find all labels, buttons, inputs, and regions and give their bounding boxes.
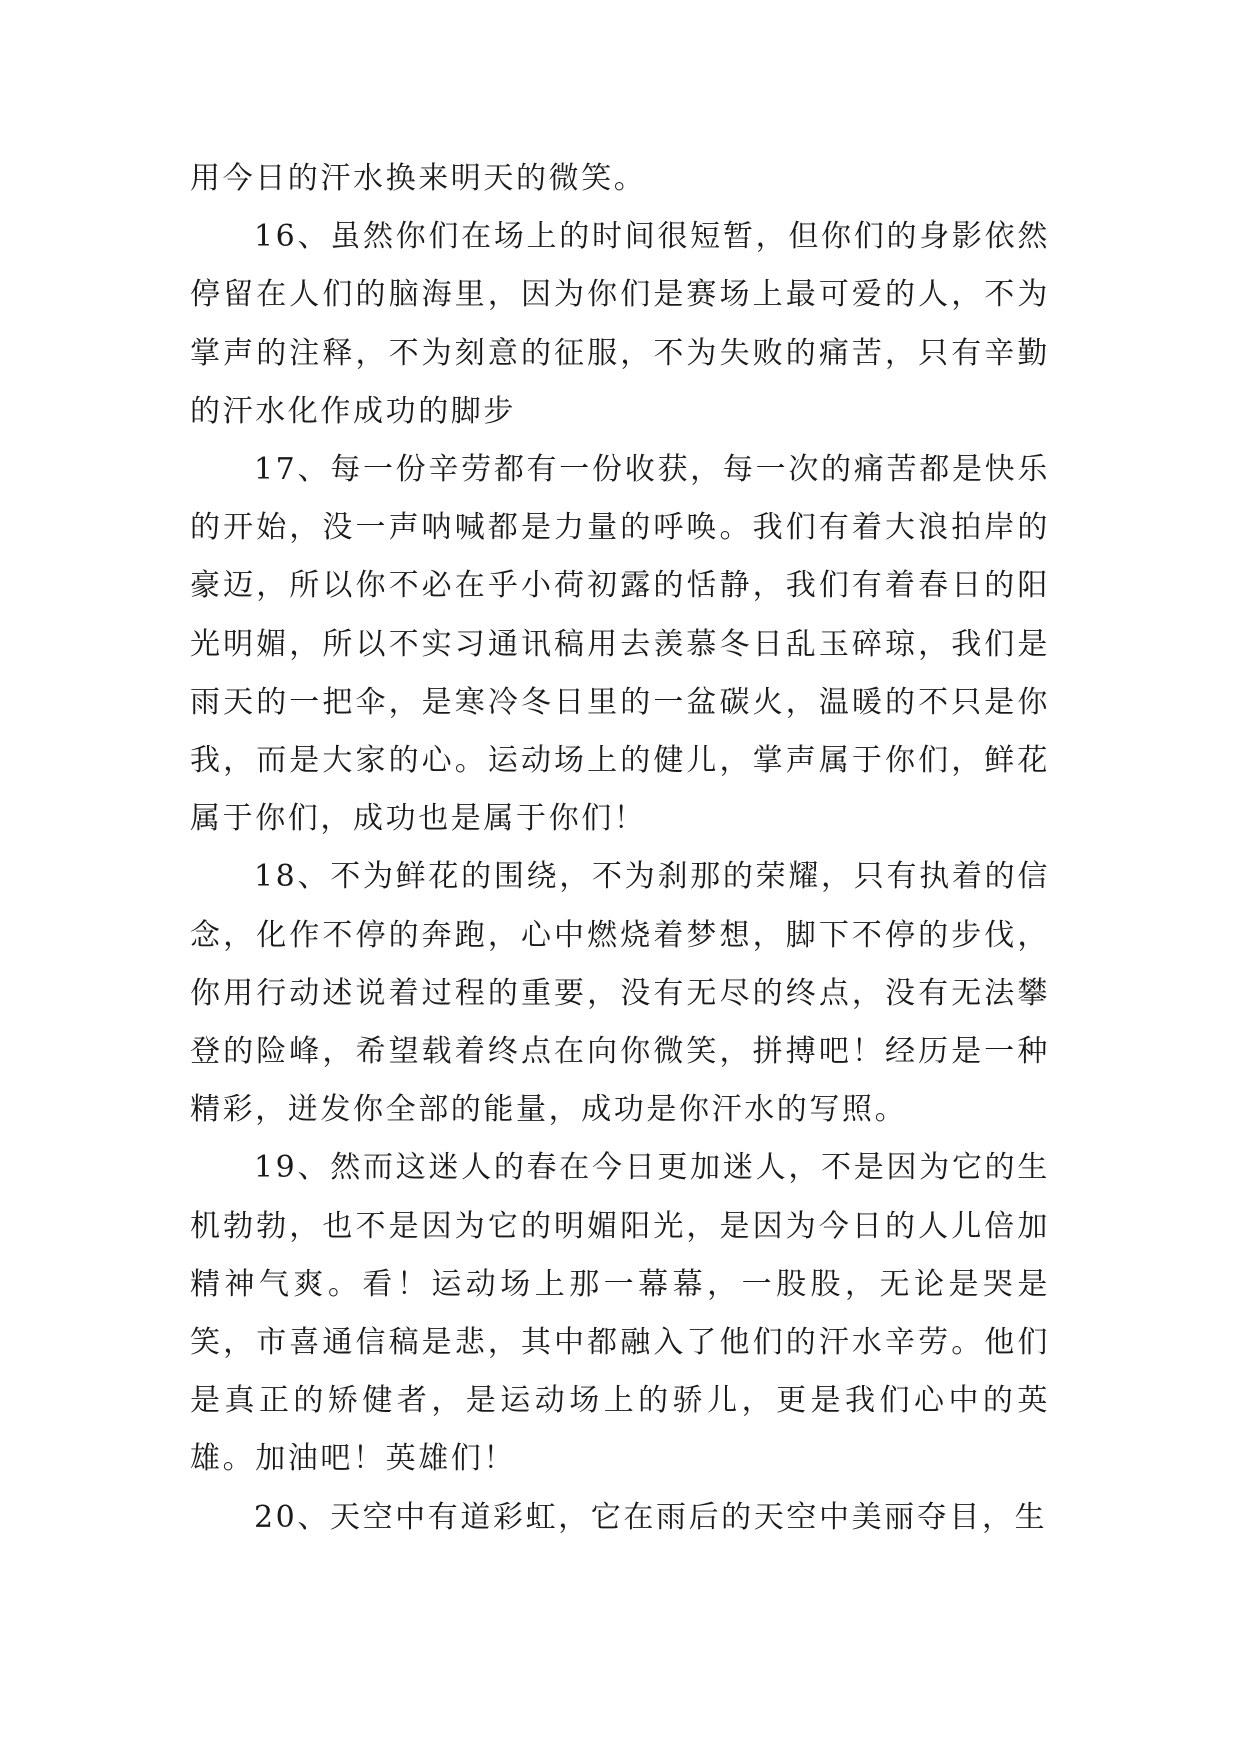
paragraph-continuation: 用今日的汗水换来明天的微笑。 <box>190 161 647 196</box>
paragraph-17: 17、每一份辛劳都有一份收获，每一次的痛苦都是快乐的开始，没一声呐喊都是力量的呼唤。我们有着大浪拍岸的豪迈，所以你不必在乎小荷初露的恬静，我们有着春日的阳光明媚，所以不实习通讯稿用去羡慕冬日乱玉碎琼，我们是雨天的一把伞，是寒冷冬日里的一盆碳火，温暖的不只是你我，而是大家的心。运动场上的健儿，掌声属于你们，鲜花属于你们，成功也是属于你们！ <box>190 452 1050 837</box>
paragraph-18: 18、不为鲜花的围绕，不为刹那的荣耀，只有执着的信念，化作不停的奔跑，心中燃烧着梦想，脚下不停的步伐，你用行动述说着过程的重要，没有无尽的终点，没有无法攀登的险峰，希望载着终点在向你微笑，拼搏吧！经历是一种精彩，迸发你全部的能量，成功是你汗水的写照。 <box>190 859 1050 1128</box>
document-body <box>190 150 1050 1547</box>
paragraph-16: 16、虽然你们在场上的时间很短暂，但你们的身影依然停留在人们的脑海里，因为你们是赛场上最可爱的人，不为掌声的注释，不为刻意的征服，不为失败的痛苦，只有辛勤的汗水化作成功的脚步 <box>190 219 1050 429</box>
paragraph-20: 20、天空中有道彩虹，它在雨后的天空中美丽夺目，生 <box>254 1499 1048 1535</box>
paragraph-19: 19、然而这迷人的春在今日更加迷人，不是因为它的生机勃勃，也不是因为它的明媚阳光，是因为今日的人儿倍加精神气爽。看！运动场上那一幕幕，一股股，无论是哭是笑，市喜通信稿是悲，其中都融入了他们的汗水辛劳。他们是真正的矫健者，是运动场上的骄儿，更是我们心中的英雄。加油吧！英雄们！ <box>190 1150 1050 1477</box>
